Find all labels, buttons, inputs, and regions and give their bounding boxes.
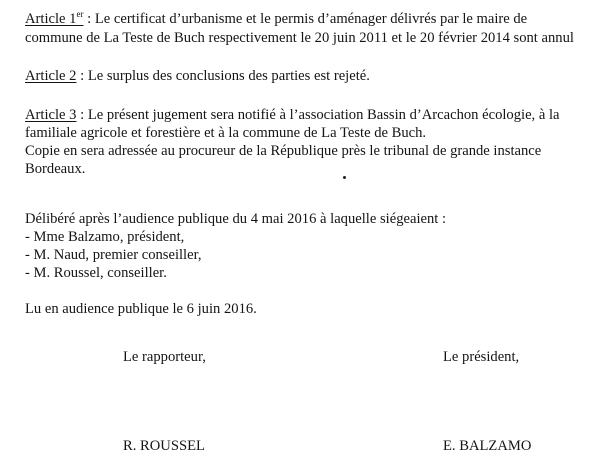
president-title: Le président, [443, 349, 520, 365]
article1-line1: Article 1er : Le certificat d’urbanisme et le permis d’aménager délivrés par le maire de [25, 9, 528, 27]
president-name: E. BALZAMO [443, 438, 532, 454]
article1-line2: commune de La Teste de Buch respectivement le 20 juin 2011 et le 20 février 2014 sont annul [25, 30, 574, 46]
article2-label: Article 2 [25, 68, 77, 84]
article2-paragraph: Article 2 : Le surplus des conclusions des parties est rejeté. [25, 68, 370, 84]
deliberation-member: - M. Roussel, conseiller. [25, 265, 167, 281]
deliberation-intro: Délibéré après l’audience publique du 4 mai 2016 à laquelle siégeaient : [25, 211, 447, 227]
article3-line2: familiale agricole et forestière et à la commune de La Teste de Buch. [25, 125, 427, 141]
scan-dot [343, 176, 346, 179]
deliberation-member: - M. Naud, premier conseiller, [25, 247, 202, 263]
article1-label: Article 1er [25, 9, 84, 27]
deliberation-member: - Mme Balzamo, président, [25, 229, 185, 245]
article3-line1: Article 3 : Le présent jugement sera notifié à l’association Bassin d’Arcachon écologie, à la [25, 107, 560, 123]
rapporteur-title: Le rapporteur, [123, 349, 206, 365]
reading-statement: Lu en audience publique le 6 juin 2016. [25, 301, 257, 317]
rapporteur-name: R. ROUSSEL [123, 438, 205, 454]
article3-line4: Bordeaux. [25, 161, 86, 177]
article3-label: Article 3 [25, 107, 77, 123]
article3-line3: Copie en sera adressée au procureur de la République près le tribunal de grande instance [25, 143, 542, 159]
